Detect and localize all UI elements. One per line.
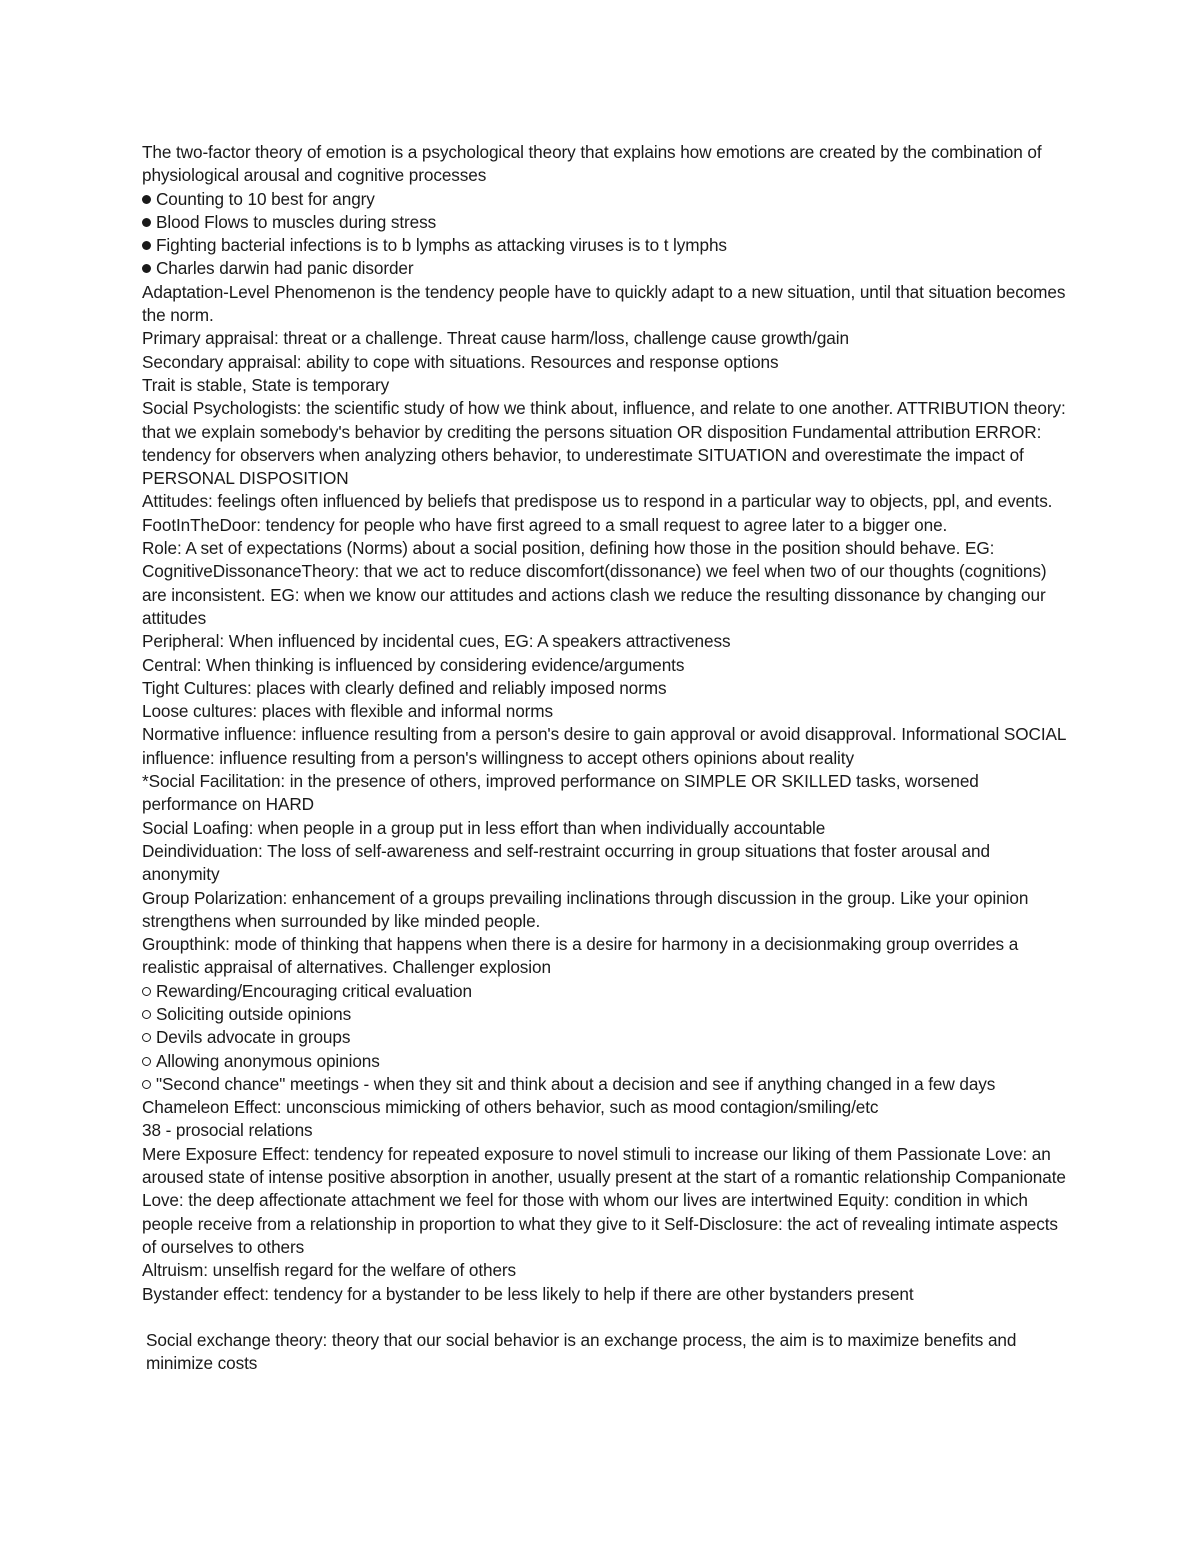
blank-line: [142, 1306, 1072, 1329]
hollow-bullet-icon: [142, 1057, 151, 1066]
bullet-text: Charles darwin had panic disorder: [156, 258, 414, 279]
paragraph-primary-appraisal: Primary appraisal: threat or a challenge. Threat cause harm/loss, challenge cause growth/gain: [142, 328, 849, 349]
paragraph-secondary-appraisal: Secondary appraisal: ability to cope with situations. Resources and response options: [142, 351, 779, 372]
paragraph-social-exchange: Social exchange theory: theory that our social behavior is an exchange process, the aim is to maximize benefits and minimize costs: [146, 1330, 1017, 1374]
paragraph-loose-cultures: Loose cultures: places with flexible and informal norms: [142, 701, 554, 722]
bullet-text: Blood Flows to muscles during stress: [156, 211, 437, 232]
paragraph-social-psychologists: Social Psychologists: the scientific study of how we think about, influence, and relate to one another. ATTRIBUTION theory: that we explain somebody's behavior by crediting the persons situation OR disposition Fundamental attribution ERROR: tendency for observers when analyzing others behavior, to underestimate SITUATION and overestimate the impact of PERSONAL DISPOSITION: [142, 398, 1066, 489]
paragraph-peripheral: Peripheral: When influenced by incidental cues, EG: A speakers attractiveness: [142, 631, 731, 652]
sub-bullet-text: Soliciting outside opinions: [156, 1003, 352, 1024]
paragraph-adaptation-level: Adaptation-Level Phenomenon is the tendency people have to quickly adapt to a new situation, until that situation becomes the norm.: [142, 281, 1066, 326]
hollow-bullet-icon: [142, 1080, 151, 1089]
sub-bullet-text: Rewarding/Encouraging critical evaluation: [156, 980, 472, 1001]
bullet-item: [142, 257, 1072, 280]
bullet-item: [142, 234, 1072, 257]
paragraph-social-loafing: Social Loafing: when people in a group put in less effort than when individually accountable: [142, 817, 826, 838]
paragraph-bystander-effect: Bystander effect: tendency for a bystander to be less likely to help if there are other bystanders present: [142, 1283, 914, 1304]
paragraph-deindividuation: Deindividuation: The loss of self-awareness and self-restraint occurring in group situations that foster arousal and anonymity: [142, 840, 990, 885]
paragraph-tight-cultures: Tight Cultures: places with clearly defined and reliably imposed norms: [142, 677, 667, 698]
sub-bullet-item: [142, 1026, 1072, 1049]
bullet-icon: [142, 264, 151, 273]
paragraph-central: Central: When thinking is influenced by considering evidence/arguments: [142, 654, 685, 675]
hollow-bullet-icon: [142, 1033, 151, 1042]
paragraph-altruism: Altruism: unselfish regard for the welfare of others: [142, 1260, 517, 1281]
sub-bullet-text: Allowing anonymous opinions: [156, 1050, 380, 1071]
sub-bullet-text: "Second chance" meetings - when they sit and think about a decision and see if anything changed in a few days: [156, 1073, 996, 1094]
bullet-text: Counting to 10 best for angry: [156, 188, 375, 209]
paragraph-normative-influence: Normative influence: influence resulting from a person's desire to gain approval or avoid disapproval. Informational SOCIAL influence: influence resulting from a person's willingness to accept others opinions about reality: [142, 724, 1066, 768]
paragraph-two-factor-theory: The two-factor theory of emotion is a psychological theory that explains how emotions are created by the combination of physiological arousal and cognitive processes: [142, 142, 1042, 186]
hollow-bullet-icon: [142, 987, 151, 996]
paragraph-prosocial-relations: 38 - prosocial relations: [142, 1120, 313, 1141]
sub-bullet-item: [142, 980, 1072, 1003]
bullet-item: [142, 211, 1072, 234]
sub-bullet-item: [142, 1003, 1072, 1026]
paragraph-group-polarization: Group Polarization: enhancement of a groups prevailing inclinations through discussion in the group. Like your opinion strengthens when surrounded by like minded people.: [142, 887, 1029, 931]
hollow-bullet-icon: [142, 1010, 151, 1019]
paragraph-social-facilitation: *Social Facilitation: in the presence of others, improved performance on SIMPLE OR SKILLED tasks, worsened performance on HARD: [142, 771, 979, 815]
bullet-icon: [142, 241, 151, 250]
bullet-text: Fighting bacterial infections is to b lymphs as attacking viruses is to t lymphs: [156, 235, 727, 256]
document-body: [142, 141, 1072, 1376]
bullet-icon: [142, 218, 151, 227]
paragraph-role: Role: A set of expectations (Norms) about a social position, defining how those in the position should behave. EG: CognitiveDissonanceTheory: that we act to reduce discomfort(dissonance) we feel when two of our thoughts (cognitions) are inconsistent. EG: when we know our attitudes and actions clash we reduce the resulting dissonance by changing our attitudes: [142, 538, 1047, 628]
paragraph-groupthink: Groupthink: mode of thinking that happens when there is a desire for harmony in a decisionmaking group overrides a realistic appraisal of alternatives. Challenger explosion: [142, 934, 1019, 978]
paragraph-mere-exposure: Mere Exposure Effect: tendency for repeated exposure to novel stimuli to increase our liking of them Passionate Love: an aroused state of intense positive absorption in another, usually present at the start of a romantic relationship Companionate Love: the deep affectionate attachment we feel for those with whom our lives are intertwined Equity: condition in which people receive from a relationship in proportion to what they give to it Self-Disclosure: the act of revealing intimate aspects of ourselves to others: [142, 1143, 1066, 1257]
paragraph-chameleon-effect: Chameleon Effect: unconscious mimicking of others behavior, such as mood contagion/smiling/etc: [142, 1097, 879, 1118]
sub-bullet-item: [142, 1073, 1072, 1096]
paragraph-foot-in-the-door: FootInTheDoor: tendency for people who have first agreed to a small request to agree later to a bigger one.: [142, 514, 948, 535]
sub-bullet-text: Devils advocate in groups: [156, 1027, 351, 1048]
bullet-item: [142, 188, 1072, 211]
sub-bullet-item: [142, 1050, 1072, 1073]
bullet-icon: [142, 195, 151, 204]
paragraph-trait-state: Trait is stable, State is temporary: [142, 374, 390, 395]
paragraph-attitudes: Attitudes: feelings often influenced by beliefs that predispose us to respond in a particular way to objects, ppl, and events.: [142, 491, 1053, 512]
